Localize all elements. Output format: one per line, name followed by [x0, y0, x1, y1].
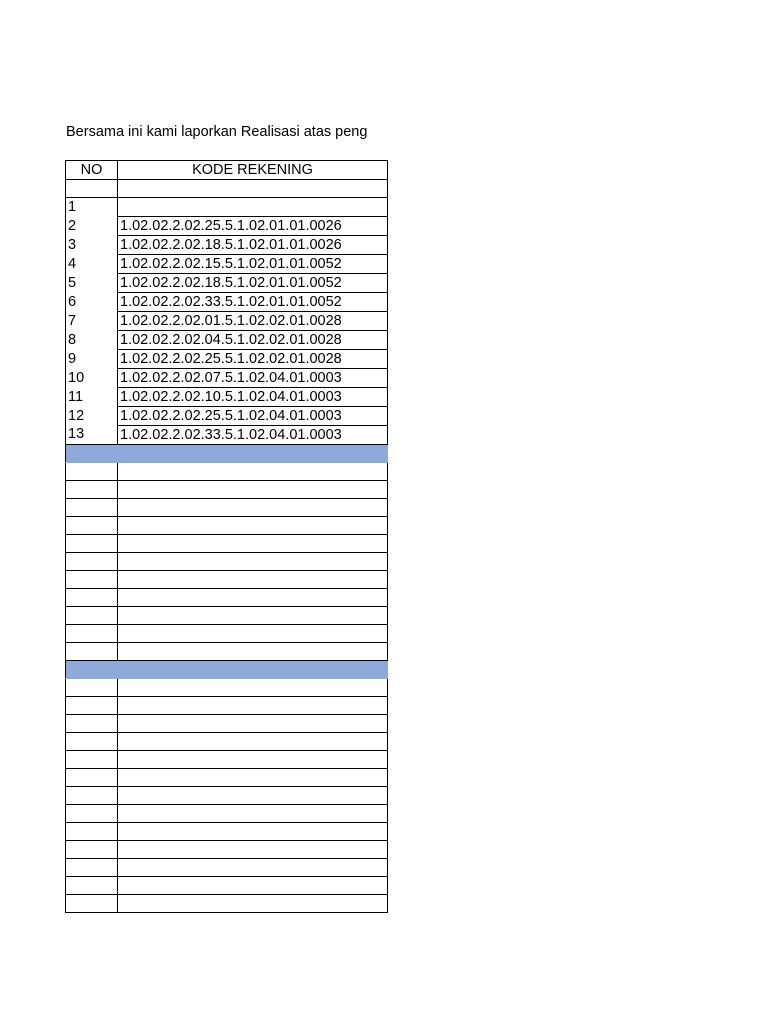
cell-no[interactable]	[66, 462, 118, 480]
cell-no[interactable]: 11	[66, 387, 118, 406]
table-row	[66, 732, 388, 750]
cell-no[interactable]	[66, 894, 118, 912]
table-row	[66, 198, 388, 217]
cell-no[interactable]	[66, 552, 118, 570]
intro-text: Bersama ini kami laporkan Realisasi atas peng	[66, 124, 368, 140]
cell-no[interactable]	[66, 444, 118, 462]
table-row	[66, 678, 388, 696]
cell-kode[interactable]	[118, 498, 388, 516]
cell-no[interactable]: 10	[66, 368, 118, 387]
cell-kode[interactable]: 1.02.02.2.02.15.5.1.02.01.01.0052	[118, 254, 388, 273]
header-kode-rekening: KODE REKENING	[118, 161, 388, 180]
table-row	[66, 876, 388, 894]
cell-kode[interactable]	[118, 678, 388, 696]
table-row	[66, 840, 388, 858]
cell-no[interactable]	[66, 822, 118, 840]
cell-kode[interactable]	[118, 516, 388, 534]
cell-kode[interactable]	[118, 552, 388, 570]
table-row	[66, 786, 388, 804]
cell-no[interactable]	[66, 480, 118, 498]
cell-kode[interactable]: 1.02.02.2.02.33.5.1.02.01.01.0052	[118, 292, 388, 311]
cell-no[interactable]: 2	[66, 216, 118, 235]
table-header-row	[66, 161, 388, 180]
cell-no[interactable]	[66, 660, 118, 678]
cell-no[interactable]: 13	[66, 425, 118, 444]
cell-kode[interactable]	[118, 786, 388, 804]
cell-kode[interactable]: 1.02.02.2.02.04.5.1.02.02.01.0028	[118, 330, 388, 349]
cell-no[interactable]: 7	[66, 311, 118, 330]
cell-no[interactable]	[66, 180, 118, 198]
cell-no[interactable]	[66, 642, 118, 660]
cell-no[interactable]	[66, 714, 118, 732]
table-row	[66, 406, 388, 425]
cell-kode[interactable]	[118, 876, 388, 894]
table-row	[66, 858, 388, 876]
kode-rekening-table	[65, 160, 388, 913]
table-row	[66, 330, 388, 349]
table-row	[66, 822, 388, 840]
cell-no[interactable]: 12	[66, 406, 118, 425]
cell-kode[interactable]: 1.02.02.2.02.33.5.1.02.04.01.0003	[118, 425, 388, 444]
table-row	[66, 480, 388, 498]
cell-kode[interactable]	[118, 768, 388, 786]
cell-kode[interactable]	[118, 660, 388, 678]
cell-no[interactable]: 6	[66, 292, 118, 311]
cell-no[interactable]: 8	[66, 330, 118, 349]
highlight-row	[66, 660, 388, 678]
cell-kode[interactable]	[118, 444, 388, 462]
cell-kode[interactable]	[118, 840, 388, 858]
table-row	[66, 624, 388, 642]
cell-no[interactable]	[66, 786, 118, 804]
cell-kode[interactable]	[118, 642, 388, 660]
cell-kode[interactable]: 1.02.02.2.02.10.5.1.02.04.01.0003	[118, 387, 388, 406]
cell-kode[interactable]	[118, 624, 388, 642]
table-row	[66, 235, 388, 254]
cell-no[interactable]	[66, 534, 118, 552]
cell-kode[interactable]	[118, 198, 388, 217]
table-row	[66, 387, 388, 406]
cell-kode[interactable]: 1.02.02.2.02.25.5.1.02.04.01.0003	[118, 406, 388, 425]
table-row	[66, 750, 388, 768]
table-row	[66, 425, 388, 444]
table-row	[66, 588, 388, 606]
table-row	[66, 552, 388, 570]
cell-no[interactable]: 1	[66, 198, 118, 217]
cell-no[interactable]	[66, 804, 118, 822]
table-row	[66, 273, 388, 292]
table-row	[66, 311, 388, 330]
cell-no[interactable]	[66, 570, 118, 588]
cell-no[interactable]: 5	[66, 273, 118, 292]
cell-kode[interactable]	[118, 858, 388, 876]
table-row	[66, 534, 388, 552]
table-row	[66, 216, 388, 235]
cell-kode[interactable]: 1.02.02.2.02.07.5.1.02.04.01.0003	[118, 368, 388, 387]
cell-kode[interactable]: 1.02.02.2.02.25.5.1.02.01.01.0026	[118, 216, 388, 235]
table-row	[66, 349, 388, 368]
highlight-row	[66, 444, 388, 462]
cell-kode[interactable]: 1.02.02.2.02.25.5.1.02.02.01.0028	[118, 349, 388, 368]
table-row	[66, 570, 388, 588]
cell-no[interactable]	[66, 498, 118, 516]
cell-kode[interactable]	[118, 894, 388, 912]
header-no: NO	[66, 161, 118, 180]
cell-no[interactable]	[66, 768, 118, 786]
table-row	[66, 894, 388, 912]
cell-no[interactable]	[66, 516, 118, 534]
cell-kode[interactable]	[118, 822, 388, 840]
table-row	[66, 804, 388, 822]
cell-kode[interactable]	[118, 750, 388, 768]
cell-kode[interactable]	[118, 804, 388, 822]
cell-no[interactable]	[66, 678, 118, 696]
cell-kode[interactable]	[118, 714, 388, 732]
cell-kode[interactable]	[118, 534, 388, 552]
cell-no[interactable]	[66, 876, 118, 894]
table-row	[66, 254, 388, 273]
cell-no[interactable]	[66, 588, 118, 606]
cell-no[interactable]: 3	[66, 235, 118, 254]
table-row	[66, 368, 388, 387]
cell-kode[interactable]: 1.02.02.2.02.01.5.1.02.02.01.0028	[118, 311, 388, 330]
cell-kode[interactable]	[118, 606, 388, 624]
cell-kode[interactable]	[118, 180, 388, 198]
cell-no[interactable]	[66, 606, 118, 624]
table-row	[66, 498, 388, 516]
cell-kode[interactable]	[118, 480, 388, 498]
table-row	[66, 642, 388, 660]
cell-kode[interactable]: 1.02.02.2.02.18.5.1.02.01.01.0052	[118, 273, 388, 292]
cell-no[interactable]	[66, 624, 118, 642]
cell-kode[interactable]	[118, 588, 388, 606]
cell-no[interactable]	[66, 840, 118, 858]
cell-kode[interactable]	[118, 696, 388, 714]
table-row	[66, 462, 388, 480]
cell-no[interactable]	[66, 696, 118, 714]
cell-kode[interactable]	[118, 570, 388, 588]
cell-kode[interactable]: 1.02.02.2.02.18.5.1.02.01.01.0026	[118, 235, 388, 254]
cell-no[interactable]: 4	[66, 254, 118, 273]
cell-no[interactable]	[66, 732, 118, 750]
cell-no[interactable]: 9	[66, 349, 118, 368]
cell-kode[interactable]	[118, 732, 388, 750]
cell-kode[interactable]	[118, 462, 388, 480]
cell-no[interactable]	[66, 750, 118, 768]
table-row	[66, 516, 388, 534]
table-row	[66, 696, 388, 714]
table-row	[66, 768, 388, 786]
table-row	[66, 180, 388, 198]
table-row	[66, 714, 388, 732]
cell-no[interactable]	[66, 858, 118, 876]
table-row	[66, 292, 388, 311]
table-row	[66, 606, 388, 624]
